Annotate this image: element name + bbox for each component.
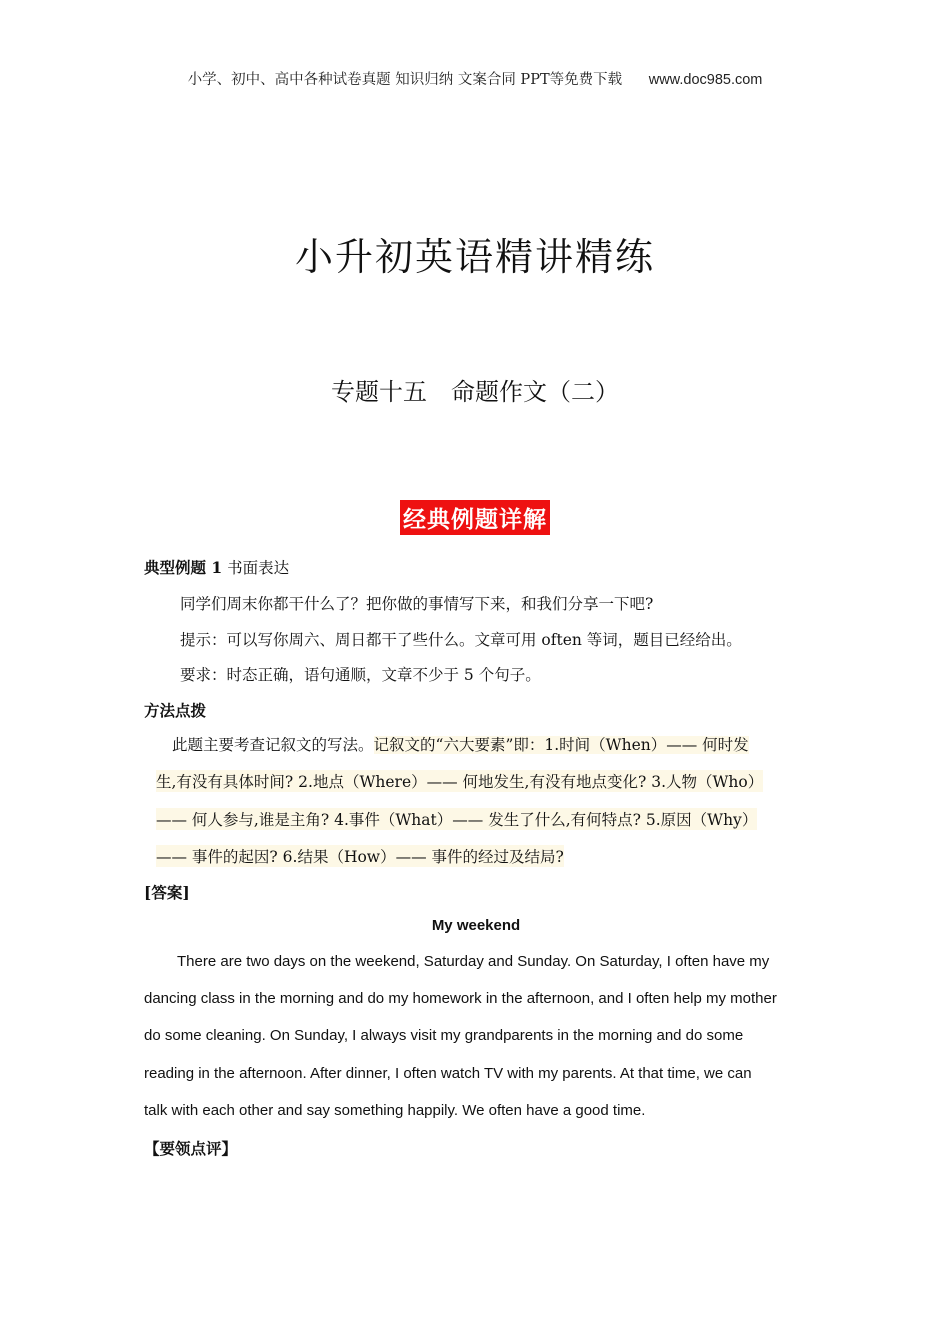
example-label: 典型例题 1 <box>144 558 223 577</box>
topic-subtitle: 专题十五 命题作文（二） <box>331 378 619 406</box>
header-text: 小学、初中、高中各种试卷真题 知识归纳 文案合同 PPT等免费下载 <box>187 72 623 88</box>
method-highlight-1: 记叙文的“六大要素”即：1.时间（When）—— 何时发 <box>373 736 749 754</box>
section-banner-wrap <box>0 500 950 535</box>
answer-heading: [答案] <box>144 883 190 902</box>
method-heading: 方法点拨 <box>144 701 207 720</box>
example-prompt: 同学们周末你都干什么了？把你做的事情写下来，和我们分享一下吧? <box>180 595 654 613</box>
method-line-3: —— 何人参与,谁是主角? 4.事件（What）—— 发生了什么,有何特点? 5.原因（Why） <box>156 808 757 830</box>
page-header <box>0 68 950 89</box>
essay-line-2: dancing class in the morning and do my homework in the afternoon, and I often help my mother <box>144 990 777 1007</box>
section-banner: 经典例题详解 <box>400 500 550 535</box>
example-heading <box>144 556 289 578</box>
method-line-1 <box>172 733 749 755</box>
example-type: 书面表达 <box>227 559 290 577</box>
header-site-link[interactable]: www.doc985.com <box>648 72 763 88</box>
review-heading: 【要领点评】 <box>144 1139 238 1158</box>
essay-line-3: do some cleaning. On Sunday, I always visit my grandparents in the morning and do some <box>144 1027 744 1044</box>
method-intro: 此题主要考查记叙文的写法。 <box>172 736 374 754</box>
method-line-2: 生,有没有具体时间? 2.地点（Where）—— 何地发生,有没有地点变化? 3.人物（Who） <box>156 770 763 792</box>
method-line-4: —— 事件的起因? 6.结果（How）—— 事件的经过及结局? <box>156 845 564 867</box>
essay-title: My weekend <box>431 917 521 934</box>
document-title: 小升初英语精讲精练 <box>294 235 655 279</box>
essay-line-4: reading in the afternoon. After dinner, I often watch TV with my parents. At that time, we can <box>144 1065 752 1082</box>
example-hint: 提示：可以写你周六、周日都干了些什么。文章可用 often 等词，题目已经给出。 <box>180 631 742 649</box>
example-requirement: 要求：时态正确，语句通顺，文章不少于 5 个句子。 <box>180 666 541 684</box>
essay-line-1: There are two days on the weekend, Saturday and Sunday. On Saturday, I often have my <box>177 953 770 970</box>
essay-line-5: talk with each other and say something happily. We often have a good time. <box>144 1102 646 1119</box>
